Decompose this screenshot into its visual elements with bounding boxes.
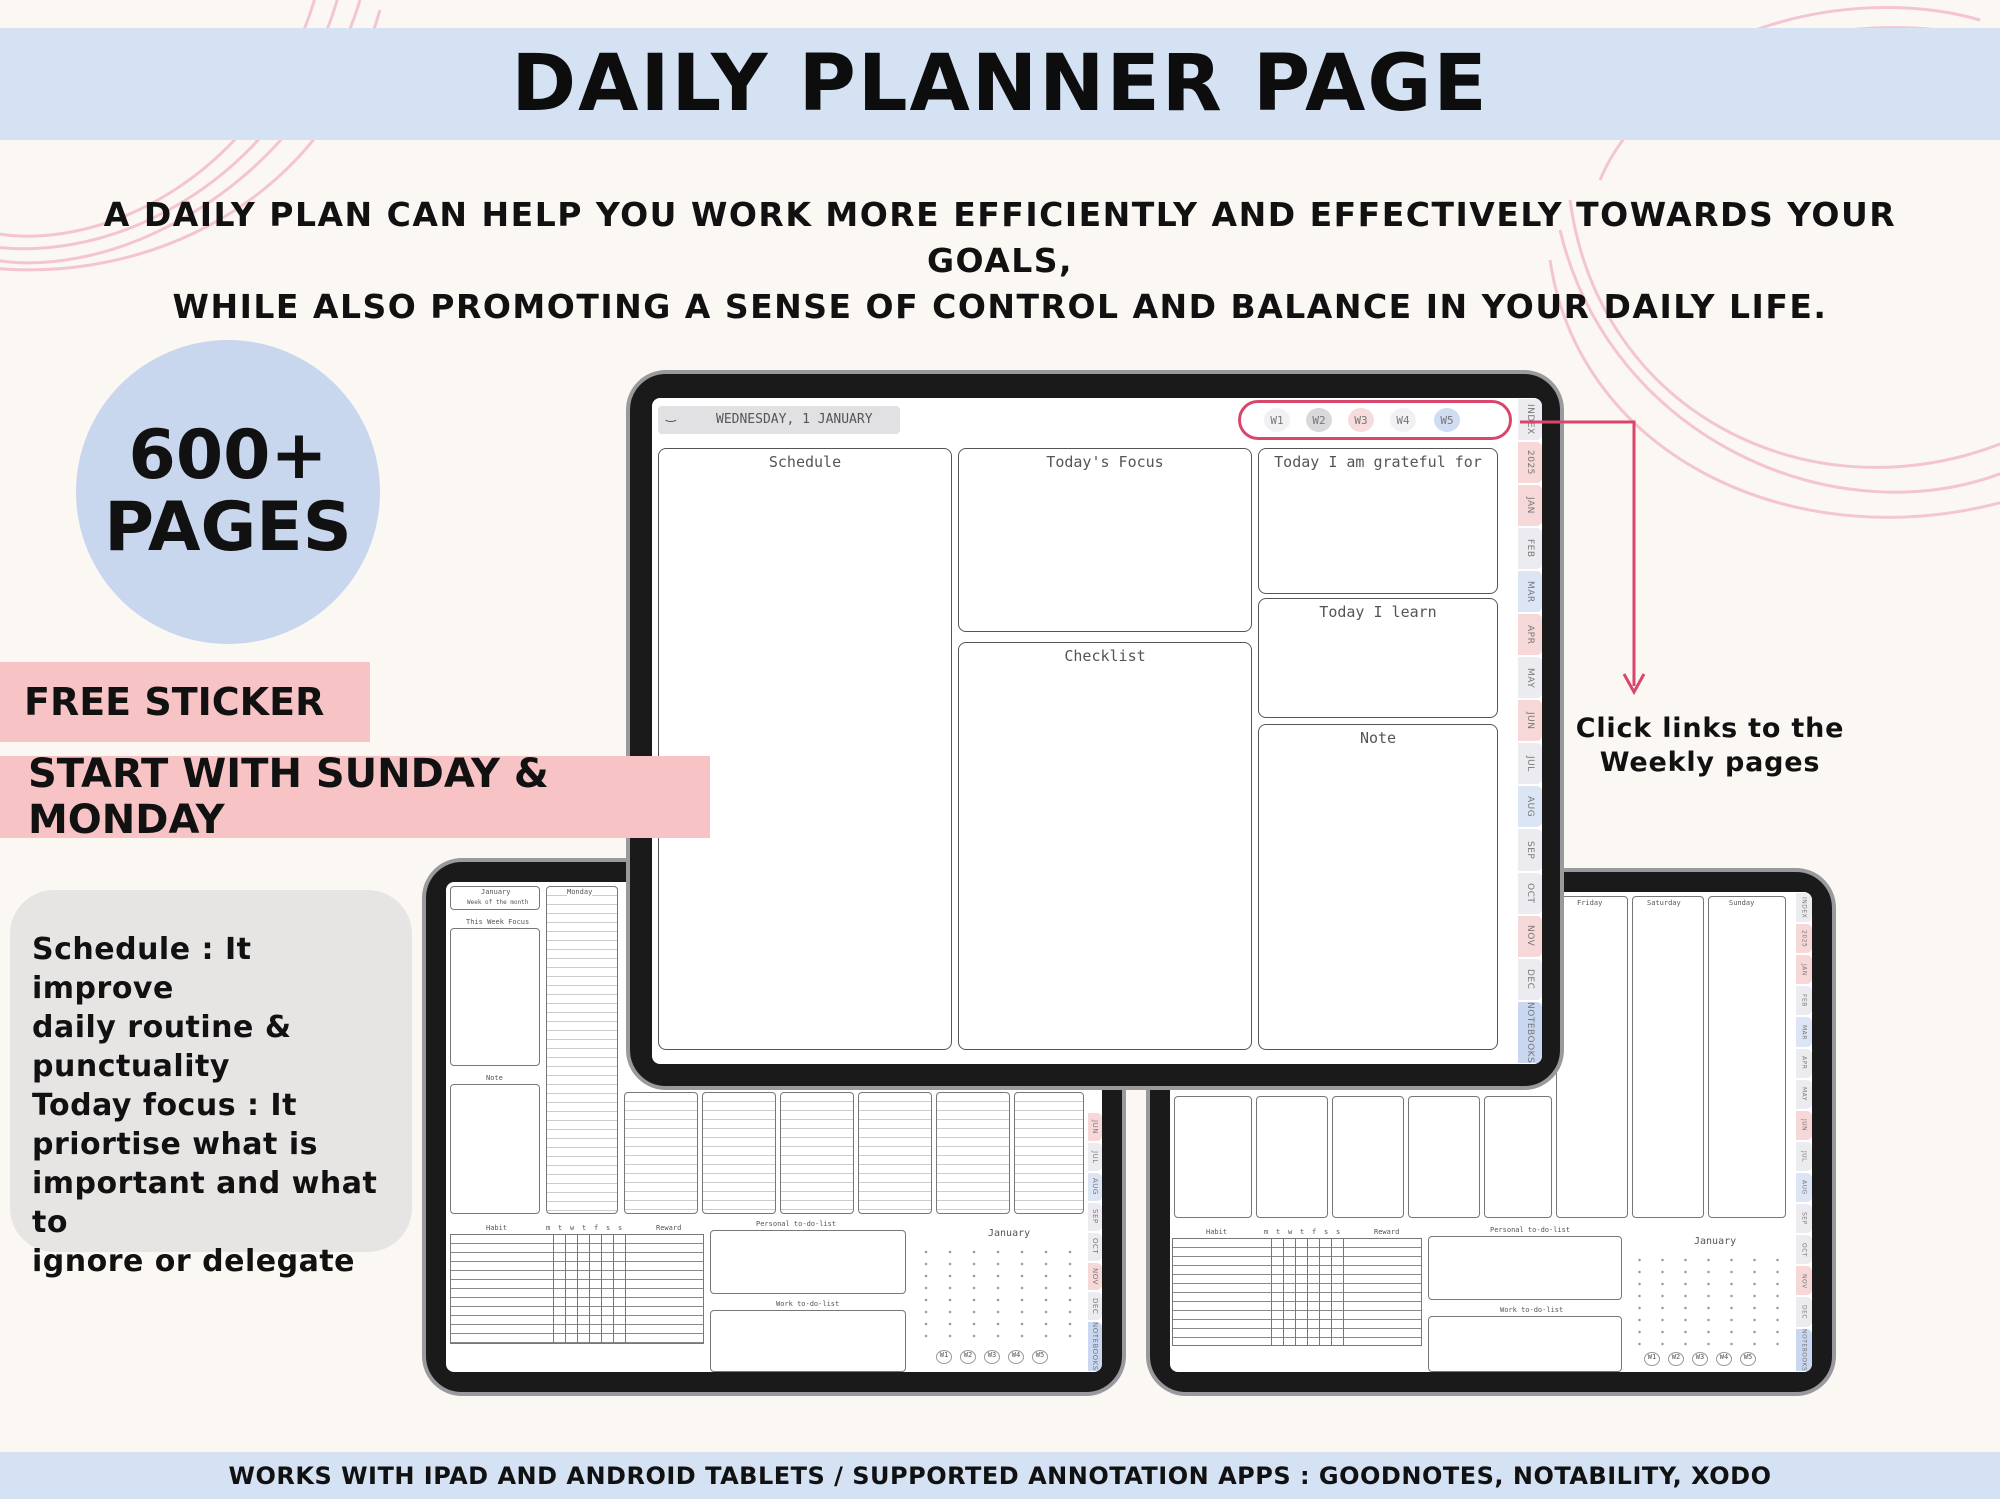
- pages-badge: [76, 340, 380, 644]
- tab-jun[interactable]: JUN: [1796, 1111, 1812, 1140]
- week-of-month-label: Week of the month: [467, 899, 529, 906]
- habit-day: w: [1288, 1228, 1293, 1236]
- info-line: important and what to: [32, 1166, 378, 1240]
- day-label: Friday: [1577, 899, 1603, 907]
- tab-nov[interactable]: NOV: [1088, 1263, 1102, 1291]
- mini-calendar: [914, 1246, 1086, 1342]
- footer-band: [0, 1452, 2000, 1499]
- info-line: priortise what is: [32, 1127, 318, 1162]
- habit-day: s: [606, 1224, 611, 1232]
- tab-dec[interactable]: DEC: [1088, 1292, 1102, 1320]
- week-button-w5[interactable]: W5: [1032, 1350, 1048, 1364]
- checklist-panel[interactable]: [958, 642, 1252, 1050]
- week-button-w1[interactable]: W1: [1264, 408, 1290, 432]
- day-column: [858, 1092, 932, 1214]
- personal-todo-label: Personal to-do-list: [1490, 1226, 1571, 1234]
- learn-title: Today I learn: [1319, 603, 1437, 621]
- title-band: [0, 28, 2000, 140]
- checklist-title: Checklist: [1064, 647, 1146, 665]
- tab-aug[interactable]: AUG: [1088, 1173, 1102, 1201]
- subtitle-line: A DAILY PLAN CAN HELP YOU WORK MORE EFFICIENTLY AND EFFECTIVELY TOWARDS YOUR GOALS,: [103, 195, 1897, 280]
- learn-panel[interactable]: [1258, 598, 1498, 718]
- month-box: [450, 886, 540, 910]
- info-line: punctuality: [32, 1049, 230, 1084]
- tab-sep[interactable]: SEP: [1518, 829, 1542, 870]
- daily-screen: [652, 398, 1542, 1064]
- tab-nov[interactable]: NOV: [1796, 1266, 1812, 1295]
- tab-oct[interactable]: OCT: [1796, 1235, 1812, 1264]
- tab-mar[interactable]: MAR: [1518, 571, 1542, 612]
- week-button-w1[interactable]: W1: [1644, 1352, 1660, 1366]
- day-column: [1484, 1096, 1552, 1218]
- work-todo-label: Work to-do-list: [1500, 1306, 1564, 1314]
- day-label: Monday: [567, 888, 593, 896]
- work-todo-label: Work to-do-list: [776, 1300, 840, 1308]
- month-tabs: [1088, 1112, 1102, 1372]
- focus-box: [450, 928, 540, 1066]
- habit-day: w: [570, 1224, 575, 1232]
- mini-calendar: [1628, 1254, 1790, 1346]
- date-label: WEDNESDAY, 1 JANUARY: [658, 406, 900, 434]
- personal-todo-box: [1428, 1236, 1622, 1300]
- tab-index[interactable]: INDEX: [1518, 399, 1542, 440]
- day-column: [1332, 1096, 1404, 1218]
- tab-sep[interactable]: SEP: [1796, 1204, 1812, 1233]
- day-column: [546, 886, 618, 1214]
- reward-label: Reward: [1374, 1228, 1400, 1236]
- habit-day: t: [1276, 1228, 1281, 1236]
- habit-day: t: [582, 1224, 587, 1232]
- week-button-w2[interactable]: W2: [1306, 408, 1332, 432]
- note-label: Note: [486, 1074, 503, 1082]
- day-column: [1256, 1096, 1328, 1218]
- day-column: [624, 1092, 698, 1214]
- note-title: Note: [1359, 729, 1397, 747]
- week-button-w5[interactable]: W5: [1740, 1352, 1756, 1366]
- week-button-w1[interactable]: W1: [936, 1350, 952, 1364]
- tab-notebooks[interactable]: NOTEBOOKS: [1518, 1002, 1542, 1063]
- tablet-daily: [626, 370, 1564, 1090]
- habit-day: s: [1336, 1228, 1341, 1236]
- tab-jul[interactable]: JUL: [1088, 1143, 1102, 1171]
- habit-grid-cols: [1260, 1238, 1350, 1346]
- day-column: [1708, 896, 1786, 1218]
- info-line: daily routine &: [32, 1010, 292, 1045]
- work-todo-box: [710, 1310, 906, 1372]
- week-button-w3[interactable]: W3: [1692, 1352, 1708, 1366]
- week-button-w4[interactable]: W4: [1716, 1352, 1732, 1366]
- tab-mar[interactable]: MAR: [1796, 1017, 1812, 1046]
- habit-day: t: [1300, 1228, 1305, 1236]
- tab-index[interactable]: INDEX: [1796, 893, 1812, 922]
- reward-label: Reward: [656, 1224, 682, 1232]
- day-column: [1556, 896, 1628, 1218]
- info-line: Today focus : It: [32, 1088, 297, 1123]
- week-button-w2[interactable]: W2: [960, 1350, 976, 1364]
- note-box: [450, 1084, 540, 1214]
- feature-free-sticker: FREE STICKER: [0, 662, 370, 742]
- week-button-w2[interactable]: W2: [1668, 1352, 1684, 1366]
- habit-day: f: [1312, 1228, 1317, 1236]
- personal-todo-box: [710, 1230, 906, 1294]
- subtitle-line: WHILE ALSO PROMOTING A SENSE OF CONTROL AND BALANCE IN YOUR DAILY LIFE.: [172, 287, 1828, 326]
- day-column: [780, 1092, 854, 1214]
- note-panel[interactable]: [1258, 724, 1498, 1050]
- info-box: [10, 890, 412, 1279]
- tab-apr[interactable]: APR: [1518, 614, 1542, 655]
- month-label: January: [481, 888, 511, 896]
- day-column: [702, 1092, 776, 1214]
- info-line: ignore or delegate: [32, 1244, 356, 1279]
- week-button-w3[interactable]: W3: [1348, 408, 1374, 432]
- tab-may[interactable]: MAY: [1796, 1080, 1812, 1109]
- schedule-title: Schedule: [768, 453, 842, 471]
- tab-jun[interactable]: JUN: [1518, 700, 1542, 741]
- tab-jul[interactable]: JUL: [1518, 743, 1542, 784]
- focus-label: This Week Focus: [466, 918, 530, 926]
- habit-label: Habit: [486, 1224, 508, 1232]
- tab-dec[interactable]: DEC: [1518, 959, 1542, 1000]
- tab-feb[interactable]: FEB: [1796, 986, 1812, 1015]
- tab-2025[interactable]: 2025: [1796, 924, 1812, 953]
- habit-day: t: [558, 1224, 563, 1232]
- week-button-w3[interactable]: W3: [984, 1350, 1000, 1364]
- subtitle: [60, 192, 1940, 330]
- week-button-w4[interactable]: W4: [1390, 408, 1416, 432]
- habit-grid-cols: [542, 1234, 632, 1344]
- tab-oct[interactable]: OCT: [1088, 1233, 1102, 1261]
- tab-aug[interactable]: AUG: [1518, 786, 1542, 827]
- menu-chevron-icon[interactable]: ‿: [666, 408, 676, 422]
- tab-may[interactable]: MAY: [1518, 657, 1542, 698]
- focus-title: Today's Focus: [1046, 453, 1164, 471]
- callout-line: Click links to the: [1575, 713, 1845, 744]
- tab-notebooks[interactable]: NOTEBOOKS: [1088, 1322, 1102, 1371]
- work-todo-box: [1428, 1316, 1622, 1372]
- tab-feb[interactable]: FEB: [1518, 528, 1542, 569]
- personal-todo-label: Personal to-do-list: [756, 1220, 837, 1228]
- day-column: [1014, 1092, 1084, 1214]
- month-tabs: [1796, 892, 1812, 1372]
- tab-dec[interactable]: DEC: [1796, 1297, 1812, 1326]
- calendar-month: January: [1694, 1236, 1737, 1247]
- habit-day: s: [618, 1224, 623, 1232]
- month-tabs: [1518, 398, 1542, 1064]
- pages-count: 600+: [128, 416, 328, 495]
- grateful-panel[interactable]: [1258, 448, 1498, 594]
- tab-jun[interactable]: JUN: [1088, 1113, 1102, 1141]
- callout-text: [1560, 712, 1860, 780]
- footer-text: WORKS WITH IPAD AND ANDROID TABLETS / SUPPORTED ANNOTATION APPS : GOODNOTES, NOTABILITY, XODO: [228, 1461, 1772, 1490]
- callout-line: Weekly pages: [1599, 747, 1821, 778]
- calendar-month: January: [988, 1228, 1031, 1239]
- habit-day: m: [546, 1224, 551, 1232]
- tab-jul[interactable]: JUL: [1796, 1142, 1812, 1171]
- day-column: [1174, 1096, 1252, 1218]
- tab-notebooks[interactable]: NOTEBOOKS: [1796, 1329, 1812, 1371]
- page-title: DAILY PLANNER PAGE: [511, 39, 1489, 129]
- day-column: [936, 1092, 1010, 1214]
- habit-day: m: [1264, 1228, 1269, 1236]
- info-line: Schedule : It improve: [32, 932, 252, 1006]
- tab-jan[interactable]: JAN: [1796, 955, 1812, 984]
- week-button-w4[interactable]: W4: [1008, 1350, 1024, 1364]
- tab-apr[interactable]: APR: [1796, 1049, 1812, 1078]
- feature-start-day: START WITH SUNDAY & MONDAY: [0, 756, 710, 838]
- schedule-panel[interactable]: [658, 448, 952, 1050]
- grateful-title: Today I am grateful for: [1274, 453, 1482, 471]
- tab-sep[interactable]: SEP: [1088, 1203, 1102, 1231]
- pages-label: PAGES: [104, 488, 352, 567]
- week-button-w5[interactable]: W5: [1434, 408, 1460, 432]
- habit-day: s: [1324, 1228, 1329, 1236]
- tab-aug[interactable]: AUG: [1796, 1173, 1812, 1202]
- day-column: [1408, 1096, 1480, 1218]
- day-label: Sunday: [1729, 899, 1755, 907]
- focus-panel[interactable]: [958, 448, 1252, 632]
- day-label: Saturday: [1647, 899, 1681, 907]
- habit-day: f: [594, 1224, 599, 1232]
- habit-label: Habit: [1206, 1228, 1228, 1236]
- tab-nov[interactable]: NOV: [1518, 916, 1542, 957]
- tab-oct[interactable]: OCT: [1518, 873, 1542, 914]
- day-column: [1632, 896, 1704, 1218]
- tab-2025[interactable]: 2025: [1518, 442, 1542, 483]
- tab-jan[interactable]: JAN: [1518, 485, 1542, 526]
